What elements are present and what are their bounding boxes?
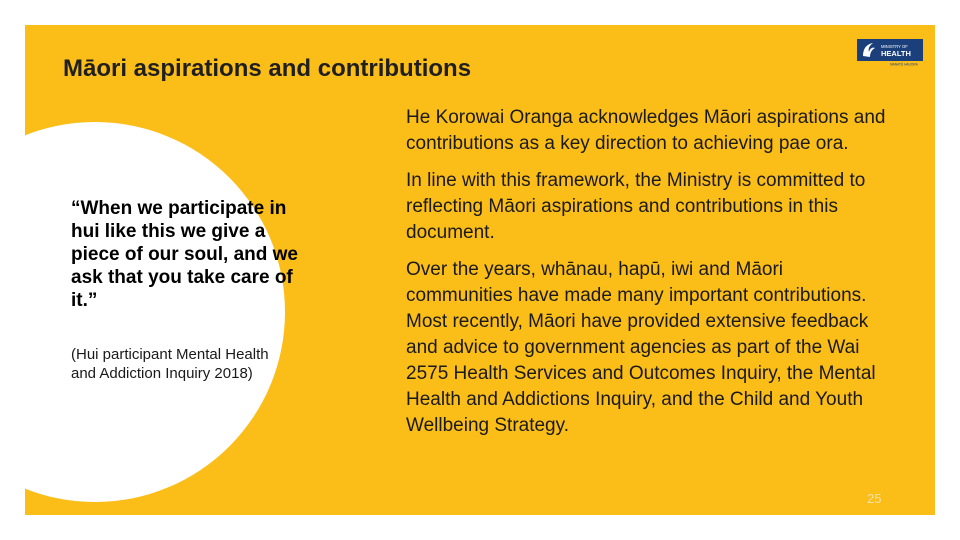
quote-text: “When we participate in hui like this we give a piece of our soul, and we ask that you take care of it.” xyxy=(71,198,298,311)
body-paragraph: He Korowai Oranga acknowledges Māori aspirations and contributions as a key direction to achieving pae ora. xyxy=(406,107,886,154)
slide xyxy=(25,25,935,515)
slide-title: Māori aspirations and contributions xyxy=(63,55,472,82)
logo-line-1: MINISTRY OF xyxy=(881,44,908,49)
quote-attribution: (Hui participant Mental Health and Addiction Inquiry 2018) xyxy=(71,346,269,382)
body-text xyxy=(406,105,886,450)
ministry-of-health-logo xyxy=(857,39,923,67)
white-circle-shape xyxy=(25,122,285,502)
logo-line-2: HEALTH xyxy=(881,49,911,58)
body-paragraph: In line with this framework, the Ministry is committed to reflecting Māori aspirations and contributions in this document. xyxy=(406,170,866,243)
logo-line-3: MANATŪ HAUORA xyxy=(890,62,918,67)
page-number: 25 xyxy=(867,491,882,506)
body-paragraph: Over the years, whānau, hapū, iwi and Māori communities have made many important contributions. Most recently, Māori have provided extensive feedback and advice to government agencies as part of the Wai 2575 Health Services and Outcomes Inquiry, the Mental Health and Addictions Inquiry, and the Child and Youth Wellbeing Strategy. xyxy=(406,259,876,436)
